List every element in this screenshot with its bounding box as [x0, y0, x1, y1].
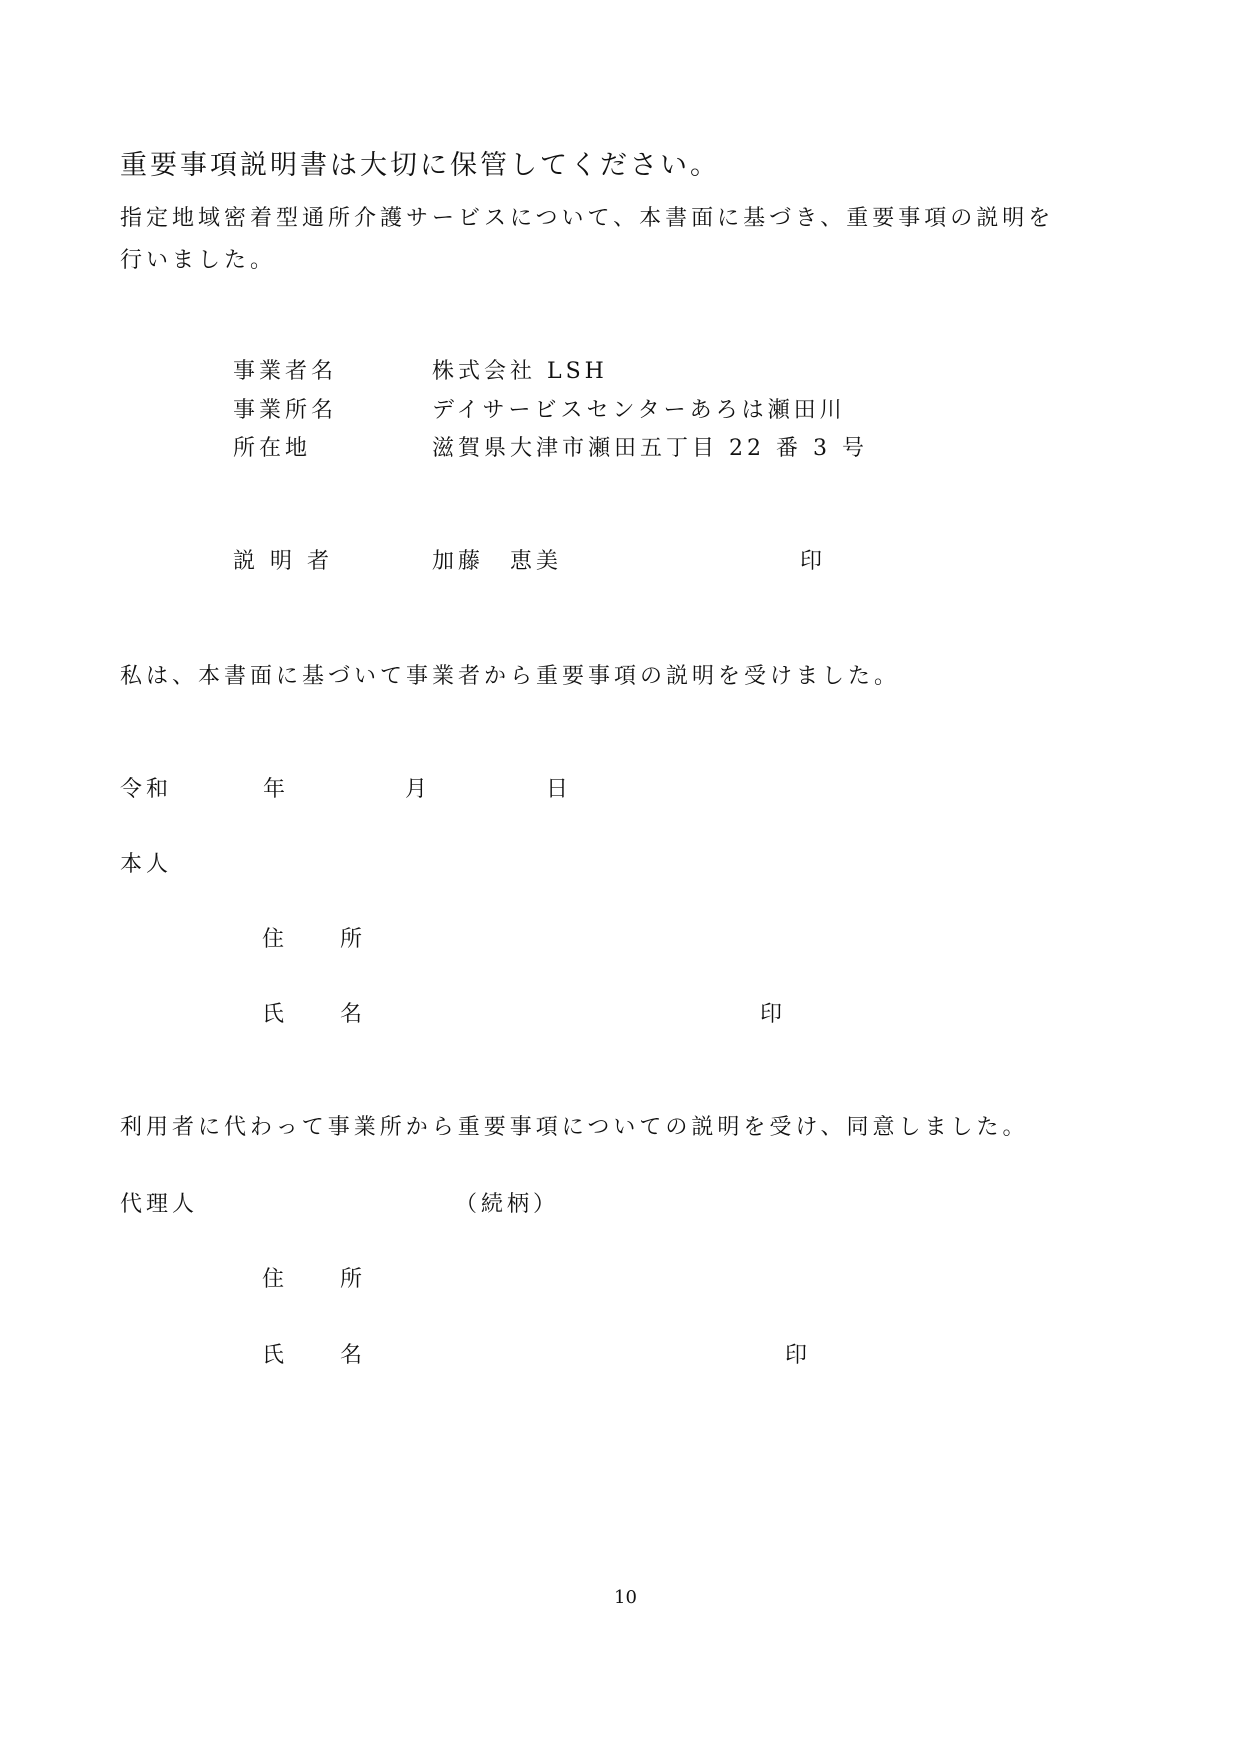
explainer-seal: 印 [800, 549, 827, 574]
acknowledgement-text: 私は、本書面に基づいて事業者から重要事項の説明を受けました。 [120, 664, 901, 689]
date-year: 年 [263, 777, 290, 802]
agent-statement: 利用者に代わって事業所から重要事項についての説明を受け、同意しました。 [120, 1115, 1029, 1140]
office-label: 事業所名 [233, 398, 338, 423]
office-value: デイサービスセンターあろは瀬田川 [432, 398, 846, 423]
agent-name-label: 氏 名 [262, 1343, 367, 1368]
agent-label: 代理人 [120, 1192, 199, 1217]
date-era: 令和 [120, 777, 173, 802]
explainer-label: 説 明 者 [233, 549, 333, 574]
company-label: 事業者名 [233, 359, 338, 384]
date-day: 日 [546, 777, 573, 802]
principal-label: 本人 [120, 852, 173, 877]
intro-text-line2: 行いました。 [120, 248, 277, 273]
agent-relation-label: （続柄） [455, 1192, 560, 1217]
principal-seal: 印 [760, 1002, 787, 1027]
agent-address-label: 住 所 [262, 1267, 367, 1292]
company-value: 株式会社 LSH [432, 359, 608, 384]
principal-name-label: 氏 名 [262, 1002, 367, 1027]
date-month: 月 [405, 777, 432, 802]
page-number: 10 [614, 1587, 637, 1608]
agent-seal: 印 [785, 1343, 812, 1368]
principal-address-label: 住 所 [262, 927, 367, 952]
notice-heading: 重要事項説明書は大切に保管してください。 [120, 150, 720, 181]
explainer-name: 加藤 恵美 [432, 549, 563, 574]
address-label: 所在地 [233, 436, 312, 461]
address-value: 滋賀県大津市瀬田五丁目 22 番 3 号 [432, 436, 868, 461]
intro-text-line1: 指定地域密着型通所介護サービスについて、本書面に基づき、重要事項の説明を [120, 206, 1055, 231]
